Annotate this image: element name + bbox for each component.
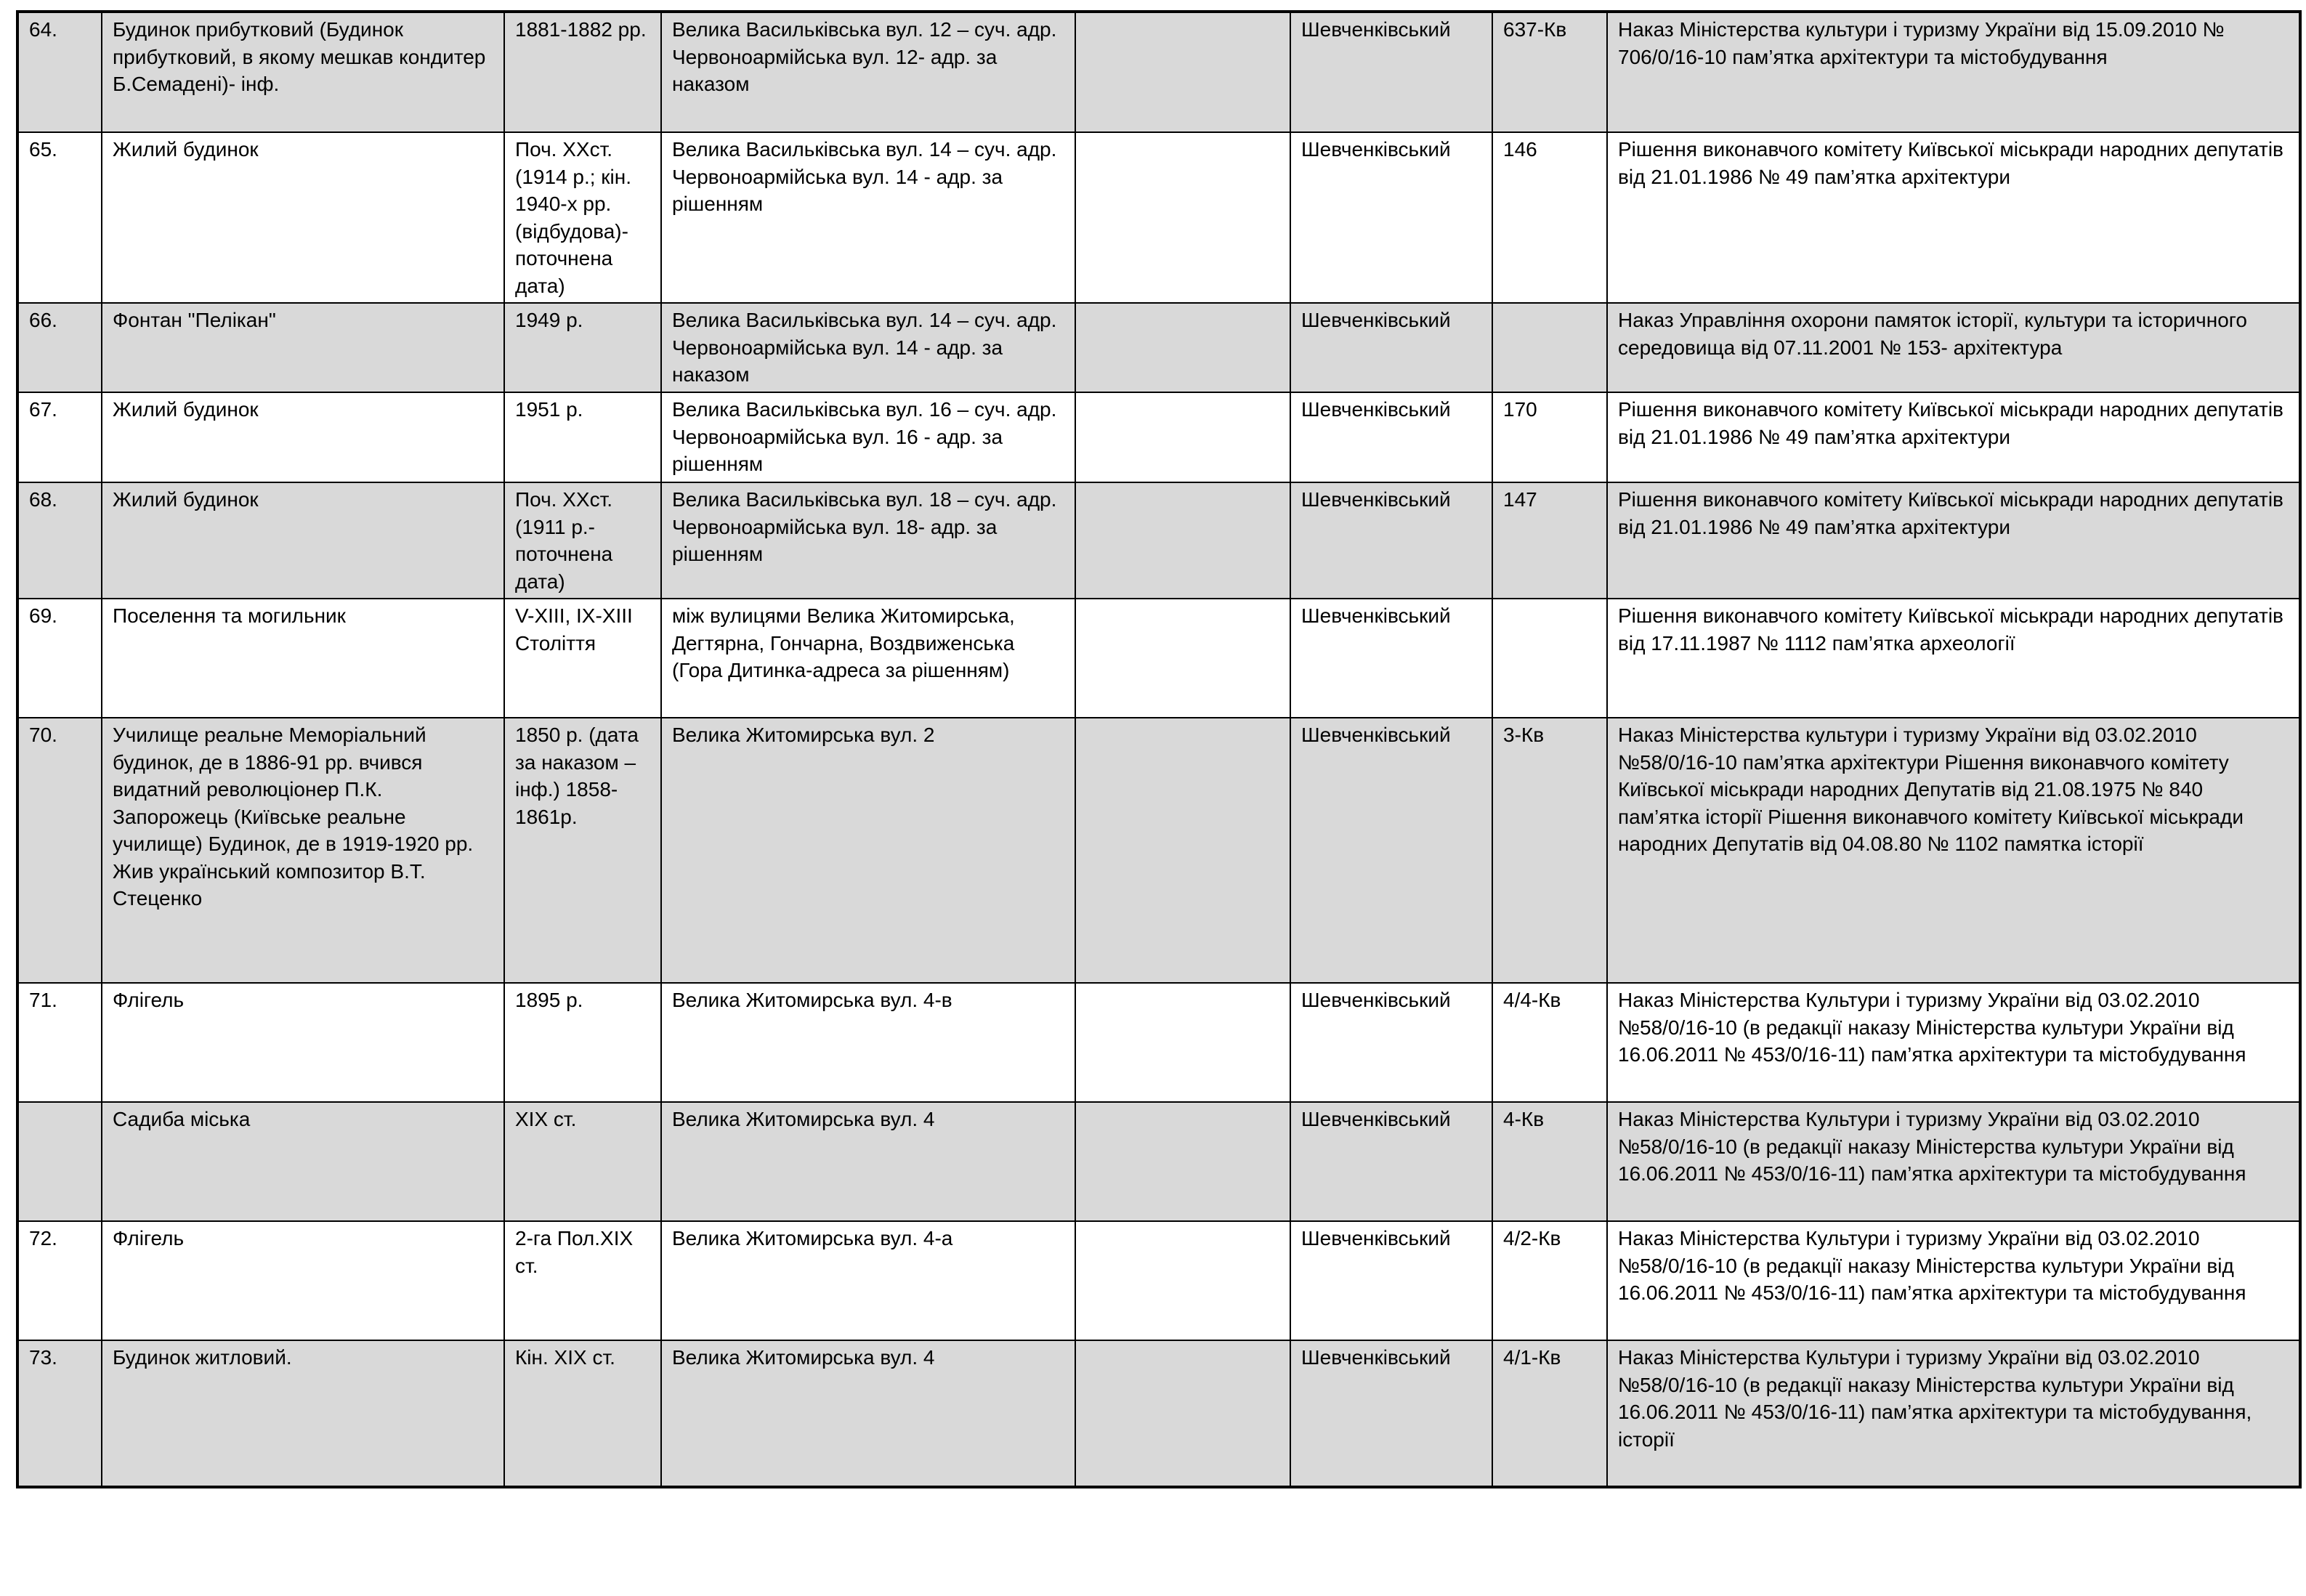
object-name: Садиба міська — [102, 1102, 504, 1221]
district: Шевченківський — [1290, 718, 1492, 983]
object-name: Жилий будинок — [102, 132, 504, 303]
object-date: 1850 р. (дата за наказом – інф.) 1858-1861р. — [504, 718, 661, 983]
row-number: 72. — [17, 1221, 102, 1340]
object-address: Велика Житомирська вул. 4 — [661, 1102, 1075, 1221]
legal-document: Рішення виконавчого комітету Київської міськради народних депутатів від 21.01.1986 № 49 пам’ятка архітектури — [1607, 392, 2300, 482]
table-row — [17, 718, 2300, 983]
district: Шевченківський — [1290, 482, 1492, 599]
row-number: 66. — [17, 303, 102, 392]
table-row — [17, 1221, 2300, 1340]
table-row — [17, 392, 2300, 482]
empty-cell — [1075, 132, 1290, 303]
legal-document: Наказ Міністерства Культури і туризму України від 03.02.2010 №58/0/16-10 (в редакції наказу Міністерства культури України від 16.06.2011 № 453/0/16-11) пам’ятка архітектури та містобудування — [1607, 983, 2300, 1102]
object-address: Велика Житомирська вул. 4-в — [661, 983, 1075, 1102]
district: Шевченківський — [1290, 983, 1492, 1102]
empty-cell — [1075, 1221, 1290, 1340]
legal-document: Наказ Міністерства культури і туризму України від 15.09.2010 № 706/0/16-10 пам’ятка архітектури та містобудування — [1607, 12, 2300, 132]
empty-cell — [1075, 303, 1290, 392]
district: Шевченківський — [1290, 392, 1492, 482]
registry-code: 4/2-Кв — [1492, 1221, 1607, 1340]
object-address: Велика Васильківська вул. 16 – суч. адр. Червоноармійська вул. 16 - адр. за рішенням — [661, 392, 1075, 482]
registry-code: 637-Кв — [1492, 12, 1607, 132]
district: Шевченківський — [1290, 1221, 1492, 1340]
object-name: Училище реальне Меморіальний будинок, де в 1886-91 рр. вчився видатний революціонер П.К. Запорожець (Київське реальне училище) Будинок, де в 1919-1920 рр. Жив український композитор В.Т. Стеценко — [102, 718, 504, 983]
object-address: Велика Васильківська вул. 18 – суч. адр. Червоноармійська вул. 18- адр. за рішенням — [661, 482, 1075, 599]
object-address: Велика Васильківська вул. 14 – суч. адр. Червоноармійська вул. 14 - адр. за наказом — [661, 303, 1075, 392]
district: Шевченківський — [1290, 132, 1492, 303]
empty-cell — [1075, 482, 1290, 599]
object-address: Велика Житомирська вул. 2 — [661, 718, 1075, 983]
table-row — [17, 983, 2300, 1102]
legal-document: Наказ Міністерства Культури і туризму України від 03.02.2010 №58/0/16-10 (в редакції наказу Міністерства культури України від 16.06.2011 № 453/0/16-11) пам’ятка архітектури та містобудування, історії — [1607, 1340, 2300, 1487]
row-number: 65. — [17, 132, 102, 303]
legal-document: Наказ Міністерства Культури і туризму України від 03.02.2010 №58/0/16-10 (в редакції наказу Міністерства культури України від 16.06.2011 № 453/0/16-11) пам’ятка архітектури та містобудування — [1607, 1102, 2300, 1221]
object-name: Будинок житловий. — [102, 1340, 504, 1487]
legal-document: Рішення виконавчого комітету Київської міськради народних депутатів від 17.11.1987 № 1112 пам’ятка археології — [1607, 599, 2300, 718]
district: Шевченківський — [1290, 1102, 1492, 1221]
table-row — [17, 12, 2300, 132]
row-number: 69. — [17, 599, 102, 718]
registry-code: 170 — [1492, 392, 1607, 482]
legal-document: Наказ Міністерства культури і туризму України від 03.02.2010 №58/0/16-10 пам’ятка архітектури Рішення виконавчого комітету Київської міськради народних Депутатів від 21.08.1975 № 840 пам’ятка історії Рішення виконавчого комітету Київської міськради народних Депутатів від 04.08.80 № 1102 памятка історії — [1607, 718, 2300, 983]
registry-code: 4-Кв — [1492, 1102, 1607, 1221]
object-date: Поч. ХХст. (1911 р.- поточнена дата) — [504, 482, 661, 599]
object-name: Жилий будинок — [102, 392, 504, 482]
legal-document: Наказ Управління охорони памяток історії, культури та історичного середовища від 07.11.2001 № 153- архітектура — [1607, 303, 2300, 392]
object-address: Велика Васильківська вул. 14 – суч. адр. Червоноармійська вул. 14 - адр. за рішенням — [661, 132, 1075, 303]
registry-code: 4/1-Кв — [1492, 1340, 1607, 1487]
object-date: 1881-1882 рр. — [504, 12, 661, 132]
registry-code: 147 — [1492, 482, 1607, 599]
row-number: 70. — [17, 718, 102, 983]
row-number: 68. — [17, 482, 102, 599]
legal-document: Рішення виконавчого комітету Київської міськради народних депутатів від 21.01.1986 № 49 пам’ятка архітектури — [1607, 482, 2300, 599]
row-number: 67. — [17, 392, 102, 482]
object-name: Фонтан "Пелікан" — [102, 303, 504, 392]
registry-code: 3-Кв — [1492, 718, 1607, 983]
object-date: Кін. XIX ст. — [504, 1340, 661, 1487]
empty-cell — [1075, 1102, 1290, 1221]
object-date: Поч. ХХст. (1914 р.; кін. 1940-х рр. (відбудова)- поточнена дата) — [504, 132, 661, 303]
registry-code: 4/4-Кв — [1492, 983, 1607, 1102]
district: Шевченківський — [1290, 1340, 1492, 1487]
row-number: 71. — [17, 983, 102, 1102]
object-name: Поселення та могильник — [102, 599, 504, 718]
table-row — [17, 303, 2300, 392]
row-number: 64. — [17, 12, 102, 132]
registry-code: 146 — [1492, 132, 1607, 303]
legal-document: Рішення виконавчого комітету Київської міськради народних депутатів від 21.01.1986 № 49 пам’ятка архітектури — [1607, 132, 2300, 303]
district: Шевченківський — [1290, 599, 1492, 718]
empty-cell — [1075, 12, 1290, 132]
table-row — [17, 132, 2300, 303]
legal-document: Наказ Міністерства Культури і туризму України від 03.02.2010 №58/0/16-10 (в редакції наказу Міністерства культури України від 16.06.2011 № 453/0/16-11) пам’ятка архітектури та містобудування — [1607, 1221, 2300, 1340]
object-name: Будинок прибутковий (Будинок прибутковий, в якому мешкав кондитер Б.Семадені)- інф. — [102, 12, 504, 132]
empty-cell — [1075, 599, 1290, 718]
district: Шевченківський — [1290, 12, 1492, 132]
registry-code — [1492, 599, 1607, 718]
table-row — [17, 599, 2300, 718]
object-address: Велика Житомирська вул. 4-а — [661, 1221, 1075, 1340]
object-address: Велика Васильківська вул. 12 – суч. адр. Червоноармійська вул. 12- адр. за наказом — [661, 12, 1075, 132]
object-date: V-XIII, IX-XIII Століття — [504, 599, 661, 718]
row-number — [17, 1102, 102, 1221]
row-number: 73. — [17, 1340, 102, 1487]
object-address: між вулицями Велика Житомирська, Дегтярна, Гончарна, Воздвиженська (Гора Дитинка-адреса за рішенням) — [661, 599, 1075, 718]
object-date: 1895 р. — [504, 983, 661, 1102]
object-name: Флігель — [102, 983, 504, 1102]
object-date: XIX ст. — [504, 1102, 661, 1221]
district: Шевченківський — [1290, 303, 1492, 392]
heritage-monuments-table — [16, 10, 2302, 1488]
table-row — [17, 1340, 2300, 1487]
object-name: Флігель — [102, 1221, 504, 1340]
object-name: Жилий будинок — [102, 482, 504, 599]
empty-cell — [1075, 1340, 1290, 1487]
registry-code — [1492, 303, 1607, 392]
object-date: 1949 р. — [504, 303, 661, 392]
empty-cell — [1075, 983, 1290, 1102]
object-date: 2-га Пол.XIX ст. — [504, 1221, 661, 1340]
object-address: Велика Житомирська вул. 4 — [661, 1340, 1075, 1487]
table-row — [17, 482, 2300, 599]
object-date: 1951 р. — [504, 392, 661, 482]
empty-cell — [1075, 718, 1290, 983]
table-row — [17, 1102, 2300, 1221]
empty-cell — [1075, 392, 1290, 482]
